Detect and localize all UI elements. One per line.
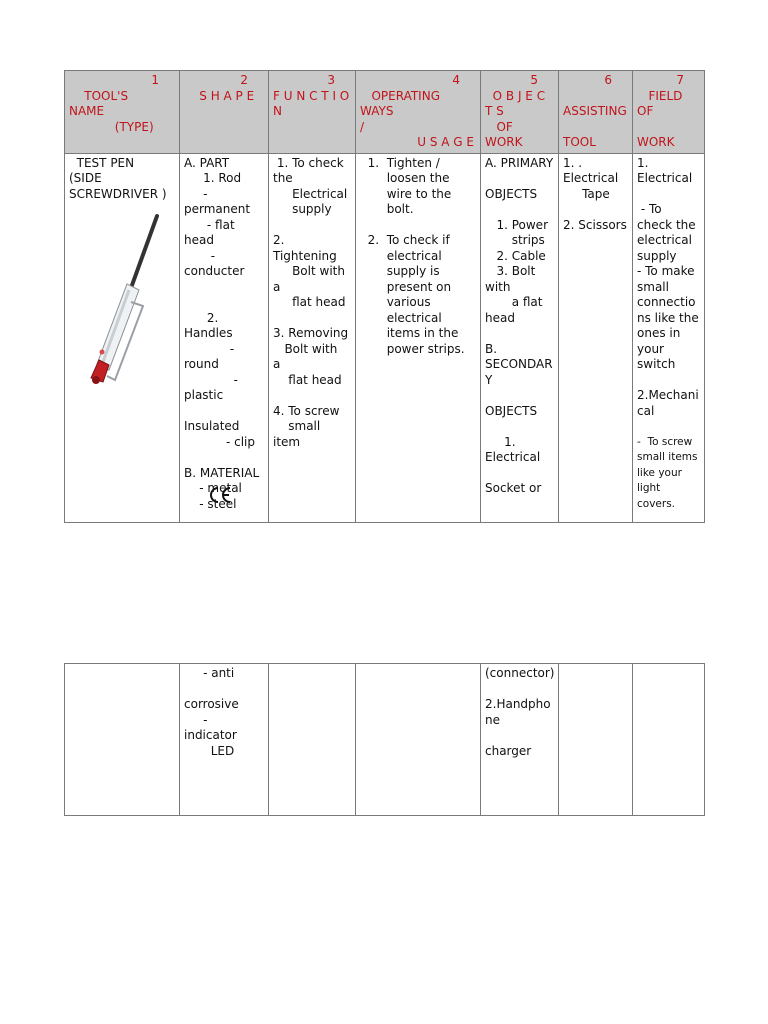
text-line: 2.	[273, 233, 285, 247]
header-assisting-tool	[559, 71, 633, 154]
header-line: (TYPE)	[69, 119, 154, 134]
text-line: 3. Removing	[273, 326, 349, 340]
text-line: - indicator	[184, 712, 237, 742]
header-line: 7	[676, 73, 684, 87]
text-line: 2.Mechani	[637, 388, 699, 402]
text-line: TEST PEN	[69, 155, 135, 170]
text-line: small item	[273, 419, 325, 449]
text-line: cal	[637, 403, 655, 418]
text-line: -	[184, 186, 208, 201]
cell-objects-of-work	[481, 153, 559, 522]
text-line: (connector)	[485, 666, 555, 680]
text-line: Electrical	[273, 186, 348, 201]
cont-cell-operating-ways	[356, 664, 481, 816]
text-line: like your	[637, 466, 682, 479]
text-line: supply	[273, 202, 332, 216]
text-line: - clip	[184, 434, 255, 449]
text-line: 1.	[637, 155, 649, 170]
header-shape	[180, 71, 269, 154]
text-line: 2. Cable	[485, 248, 546, 263]
header-line: FIELD	[637, 88, 683, 103]
text-line: flat head	[273, 295, 346, 309]
text-line: - anti	[184, 666, 235, 680]
text-line	[273, 218, 351, 234]
text-line: OBJECTS	[485, 186, 538, 201]
text-line: A. PRIMARY	[485, 155, 554, 170]
text-line: (SIDE	[69, 171, 102, 185]
header-line: 6	[604, 73, 612, 87]
cont-cell-shape	[180, 664, 269, 816]
text-line: SCREWDRIVER )	[69, 186, 167, 201]
text-line: conducter	[184, 264, 245, 278]
cell-assisting-tool	[559, 153, 633, 522]
header-line: /	[360, 119, 365, 134]
text-line: Insulated	[184, 419, 240, 433]
text-line: 1. Rod	[184, 171, 242, 185]
header-function	[269, 71, 356, 154]
text-line: Bolt with	[273, 341, 338, 356]
text-line	[184, 404, 264, 420]
text-line: present on	[360, 279, 452, 294]
header-field-of-work	[633, 71, 705, 154]
header-line: TOOL	[563, 135, 596, 149]
shape-text	[184, 156, 264, 513]
text-line: permanent	[184, 202, 251, 216]
text-line: 1. .	[563, 155, 583, 170]
text-line	[563, 202, 628, 218]
text-line: B.	[485, 341, 498, 356]
cont-cell-tool-name	[65, 664, 180, 816]
text-line: electrical	[360, 310, 442, 325]
text-line	[485, 419, 554, 435]
text-line	[184, 450, 264, 466]
header-line	[563, 120, 628, 136]
operating-ways-text	[360, 156, 476, 358]
text-line: - metal	[184, 481, 242, 495]
text-line: check the	[637, 217, 696, 232]
text-line: Y	[485, 372, 493, 387]
text-line: corrosive	[184, 697, 239, 711]
header-line: OF	[637, 104, 654, 118]
header-line: OPERATING WAYS	[360, 88, 444, 118]
field-of-work-small-text	[637, 435, 700, 513]
text-line: - To make	[637, 264, 695, 278]
cont-cell-objects-of-work	[481, 664, 559, 816]
header-line: TOOL'S	[69, 88, 129, 103]
header-line: 4	[452, 73, 460, 87]
text-line: small	[637, 279, 669, 294]
cont-cell-assisting-tool	[559, 664, 633, 816]
tools-table-continued	[64, 663, 705, 816]
assisting-tool-text	[563, 156, 628, 234]
cont-objects-text	[485, 666, 554, 759]
header-objects-of-work	[481, 71, 559, 154]
text-line: Tightening	[273, 248, 337, 263]
text-line: the	[273, 171, 293, 185]
header-line: O B J E C	[485, 88, 546, 103]
text-line	[637, 419, 700, 435]
header-line: 1	[151, 73, 159, 87]
header-line: 3	[327, 73, 335, 87]
header-line: OF	[485, 119, 513, 134]
cont-cell-field-of-work	[633, 664, 705, 816]
text-line: various	[360, 295, 431, 309]
text-line: Handles	[184, 326, 233, 340]
text-line: loosen the	[360, 171, 450, 185]
text-line: plastic	[184, 388, 224, 402]
header-line: T S	[485, 104, 504, 118]
header-line: WORK	[485, 135, 523, 149]
text-line	[485, 326, 554, 342]
text-line: Bolt with	[273, 264, 345, 278]
text-line: 2. Scissors	[563, 217, 627, 232]
voltage-tester-screwdriver-image	[69, 210, 174, 390]
text-line: items in the	[360, 326, 459, 340]
function-text	[273, 156, 351, 451]
text-line: A. PART	[184, 155, 230, 170]
text-line: Electrical	[563, 171, 619, 185]
text-line: flat head	[273, 372, 342, 387]
cell-tool-name	[65, 153, 180, 522]
text-line: 2.	[184, 310, 219, 325]
text-line: light	[637, 482, 661, 494]
text-line: SECONDAR	[485, 357, 553, 371]
header-tools-name	[65, 71, 180, 154]
text-line: Electrical	[485, 450, 541, 464]
header-operating-ways	[356, 71, 481, 154]
text-line: ones in	[637, 326, 681, 340]
header-line: 5	[530, 73, 538, 87]
text-line: your	[637, 341, 664, 356]
cont-shape-text	[184, 666, 264, 759]
text-line: supply is	[360, 264, 440, 278]
text-line: switch	[637, 357, 676, 371]
text-line: Electrical	[637, 171, 693, 185]
text-line: - To	[637, 202, 662, 216]
text-line: 2.Handpho	[485, 697, 551, 711]
header-row	[65, 71, 705, 154]
text-line: electrical	[360, 248, 442, 263]
text-line: bolt.	[360, 202, 414, 216]
text-line: head	[184, 233, 214, 247]
header-line: WORK	[637, 135, 675, 149]
text-line	[637, 373, 700, 389]
header-line: 2	[240, 73, 248, 87]
text-line	[273, 311, 351, 327]
text-line: 1.	[485, 434, 516, 449]
header-line	[563, 89, 628, 105]
text-line	[485, 171, 554, 187]
text-line	[485, 466, 554, 482]
cell-function	[269, 153, 356, 522]
text-line: 1. Power	[485, 217, 548, 232]
header-line: U S A G E	[360, 135, 474, 149]
text-line	[485, 682, 554, 698]
text-line: 2. To check if	[360, 233, 450, 247]
text-line: -	[184, 248, 216, 263]
text-line: - To screw	[637, 435, 693, 448]
cell-field-of-work	[633, 153, 705, 522]
text-line	[360, 218, 476, 234]
text-line	[184, 280, 264, 296]
text-line: with	[485, 279, 511, 294]
text-line: Socket or	[485, 481, 542, 495]
text-line	[485, 388, 554, 404]
header-line: N	[273, 104, 282, 118]
text-line: 4. To screw	[273, 403, 340, 418]
cont-cell-function	[269, 664, 356, 816]
header-line	[637, 120, 700, 136]
text-line: 1. Tighten /	[360, 155, 440, 170]
text-line	[184, 295, 264, 311]
text-line: supply	[637, 248, 677, 263]
text-line: 3. Bolt	[485, 264, 536, 278]
text-line: power strips.	[360, 341, 465, 356]
text-line: a	[273, 357, 281, 371]
text-line	[273, 388, 351, 404]
tools-table	[64, 70, 705, 523]
text-line: round	[184, 357, 219, 371]
header-line: ASSISTING	[563, 104, 627, 118]
text-line: LED	[184, 743, 235, 758]
text-line: electrical	[637, 233, 692, 247]
tool-name-text	[69, 156, 175, 203]
text-line: small items	[637, 451, 698, 463]
continued-row	[65, 664, 705, 816]
text-line: - flat	[184, 217, 235, 232]
objects-text	[485, 156, 554, 497]
cell-shape	[180, 153, 269, 522]
cell-operating-ways	[356, 153, 481, 522]
text-line: B. MATERIAL	[184, 465, 260, 480]
body-row	[65, 153, 705, 522]
text-line	[637, 187, 700, 203]
header-line: S H A P E	[184, 88, 255, 103]
text-line: - steel	[184, 496, 237, 511]
text-line: -	[184, 372, 238, 387]
text-line: Tape	[563, 186, 610, 201]
text-line: -	[184, 341, 235, 356]
text-line: OBJECTS	[485, 403, 538, 418]
text-line: 1. To check	[273, 155, 344, 170]
text-line: ne	[485, 712, 500, 727]
text-line: strips	[485, 233, 545, 247]
text-line: a	[273, 279, 281, 294]
header-line: F U N C T I O	[273, 88, 350, 103]
text-line: head	[485, 310, 515, 325]
text-line: charger	[485, 728, 532, 758]
text-line: ns like the	[637, 310, 699, 325]
text-line: connectio	[637, 295, 696, 309]
text-line: covers.	[637, 497, 675, 510]
field-of-work-text	[637, 156, 700, 435]
header-line: NAME	[69, 104, 105, 118]
text-line	[184, 682, 264, 698]
text-line: a flat	[485, 295, 543, 309]
text-line: wire to the	[360, 186, 452, 201]
text-line	[485, 202, 554, 218]
